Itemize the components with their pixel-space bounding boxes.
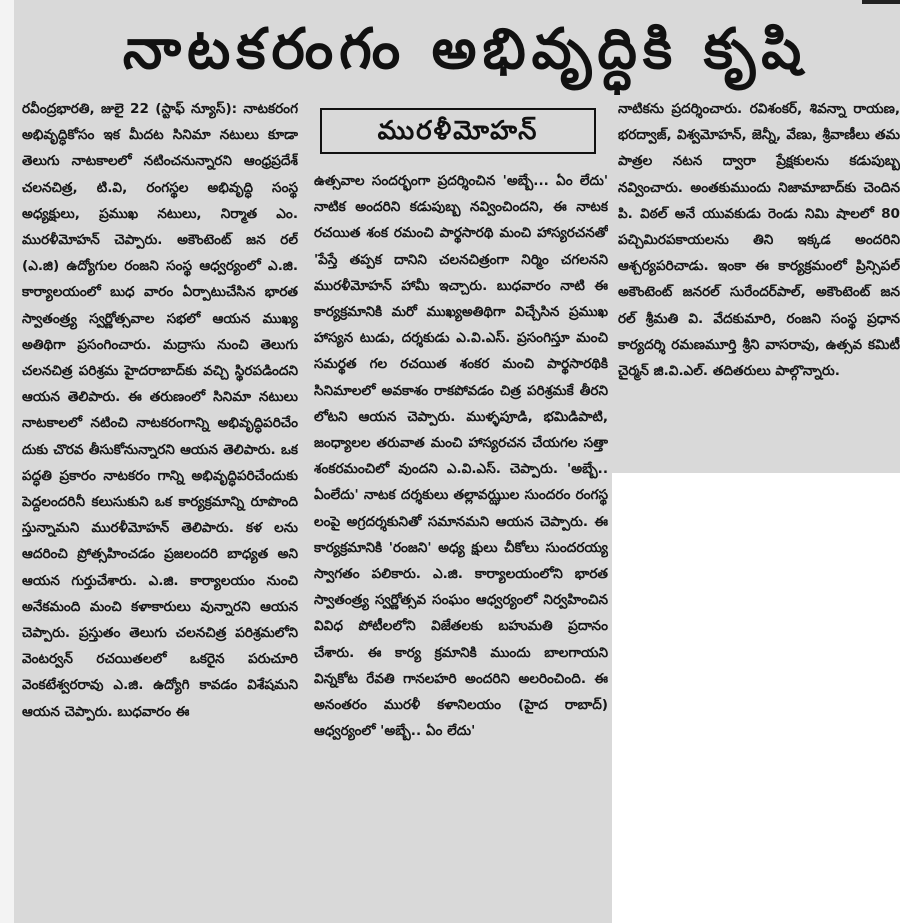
article-column-1 — [22, 96, 298, 896]
article-column-2 — [314, 168, 608, 908]
column-2-text: ఉత్సవాల సందర్భంగా ప్రదర్శించిన 'అబ్బే... ఏం లేదు' నాటిక అందరిని కడుపుబ్బ నవ్వించిందని, ఈ నాటక రచయిత శంక రమంచి పార్థసారథి మంచి హాస్యరచనతో 'పేస్తే తప్పక దానిని చలనచిత్రంగా నిర్మిం చగలనని మురళీమోహన్ హామీ ఇచ్చారు. బుధవారం నాటి ఈ కార్యక్రమానికి మరో ముఖ్యఅతిథిగా విచ్చేసిన ప్రముఖ హాస్యన టుడు, దర్శకుడు ఎ.వి.ఎస్. ప్రసంగిస్తూ మంచి సమర్థత గల రచయిత శంకర మంచి పార్థసారథికి సినిమాలలో అవకాశం రాకపోవడం చిత్ర పరిశ్రమకే తీరని లోటని ఆయన చెప్పారు. ముళ్ళపూడి, భమిడిపాటి, జంధ్యాలల తరువాత మంచి హాస్యరచన చేయగల సత్తా శంకరమంచిలో వుందని ఎ.వి.ఎస్. చెప్పారు. 'అబ్బే.. ఏంలేదు' నాటక దర్శకులు తల్లావఝ్ఝుల సుందరం రంగస్థ లంపై అగ్రదర్శకునితో సమానమని ఆయన చెప్పారు. ఈ కార్యక్రమానికి 'రంజని' అధ్య క్షులు చీకోలు సుందరయ్య స్వాగతం పలికారు. ఎ.జి. కార్యాలయంలోని భారత స్వాతంత్ర్య స్వర్ణోత్సవ సంఘం ఆధ్వర్యంలో నిర్వహించిన వివిధ పోటీలలోని విజేతలకు బహుమతి ప్రదానం చేశారు. ఈ కార్య క్రమానికి ముందు బాలగాయని విన్నకోట రేవతి గానలహరి అందరిని అలరించింది. ఈ అనంతరం మురళీ కళానిలయం (హైద రాబాద్) ఆధ్వర్యంలో 'అబ్బే.. ఏం లేదు' — [314, 173, 608, 740]
article-column-3 — [618, 96, 900, 476]
blank-margin — [612, 473, 900, 923]
column-3-text: నాటికను ప్రదర్శించారు. రవిశంకర్, శివన్నా రాయణ, భరద్వాజ్, విశ్వమోహన్, జెన్నీ, వేణు, శ్రీవాణీలు తమ పాత్రల నటన ద్వారా ప్రేక్షకులను కడుపుబ్బ నవ్వించారు. అంతకుముందు నిజామాబాద్‌కు చెందిన పి. విఠల్ అనే యువకుడు రెండు నిమి షాలలో 80 పచ్చిమిరపకాయలను తిని ఇక్కడ అందరిని ఆశ్చర్యపరిచాడు. ఇంకా ఈ కార్యక్రమంలో ప్రిన్సిపల్ అకౌంటెంట్ జనరల్ సురేందర్‌పాల్, అకౌంటెంట్ జన రల్ శ్రీమతి వి. వేదకుమారి, రంజని సంస్థ ప్రధాన కార్యదర్శి రమణమూర్తి శ్రీని వాసరావు, ఉత్సవ కమిటీ చైర్మన్ జి.వి.ఎల్. తదితరులు పాల్గొన్నారు. — [618, 101, 900, 380]
headline: నాటకరంగం అభివృద్ధికి కృషి — [122, 17, 808, 82]
byline-box: మురళీమోహన్ — [320, 108, 596, 154]
top-rule — [862, 0, 900, 4]
column-1-text: రవీంద్రభారతి, జులై 22 (స్టాఫ్ న్యూస్): నాటకరంగ అభివృద్ధికోసం ఇక మీదట సినిమా నటులు కూడా తెలుగు నాటకాలలో నటించనున్నారని ఆంధ్రప్రదేశ్ చలనచిత్ర, టి.వి, రంగస్థల అభివృద్ధి సంస్థ అధ్యక్షులు, ప్రముఖ నటులు, నిర్మాత ఎం. మురళీమోహన్ చెప్పారు. అకౌంటెంట్ జన రల్ (ఎ.జి) ఉద్యోగుల రంజని సంస్థ ఆధ్వర్యంలో ఎ.జి. కార్యాలయంలో బుధ వారం ఏర్పాటుచేసిన భారత స్వాతంత్ర్య స్వర్ణోత్సవాల సభలో ఆయన ముఖ్య అతిథిగా ప్రసంగించారు. మద్రాసు నుంచి తెలుగు చలనచిత్ర పరిశ్రమ హైదరాబాద్‌కు వచ్చి స్థిరపడిందని ఆయన తెలిపారు. ఈ తరుణంలో సినిమా నటులు నాటకాలలో నటించి నాటకరంగాన్ని అభివృద్ధిపరిచేం దుకు చొరవ తీసుకోనున్నారని ఆయన తెలిపారు. ఒక పద్ధతి ప్రకారం నాటకరం గాన్ని అభివృద్ధిపరిచేందుకు పెద్దలందరినీ కలుసుకుని ఒక కార్యక్రమాన్ని రూపొంది స్తున్నామని మురళీమోహన్ తెలిపారు. కళ లను ఆదరించి ప్రోత్సహించడం ప్రజలందరి బాధ్యత అని ఆయన గుర్తుచేశారు. ఎ.జి. కార్యాలయం నుంచి అనేకమంది మంచి కళాకారులు వున్నారని ఆయన చెప్పారు. ప్రస్తుతం తెలుగు చలనచిత్ర పరిశ్రమలోని వెంటర్వన్ రచయితలలో ఒకరైన పరుచూరి వెంకటేశ్వరరావు ఎ.జి. ఉద్యోగి కావడం విశేషమని ఆయన చెప్పారు. బుధవారం ఈ — [22, 101, 298, 720]
